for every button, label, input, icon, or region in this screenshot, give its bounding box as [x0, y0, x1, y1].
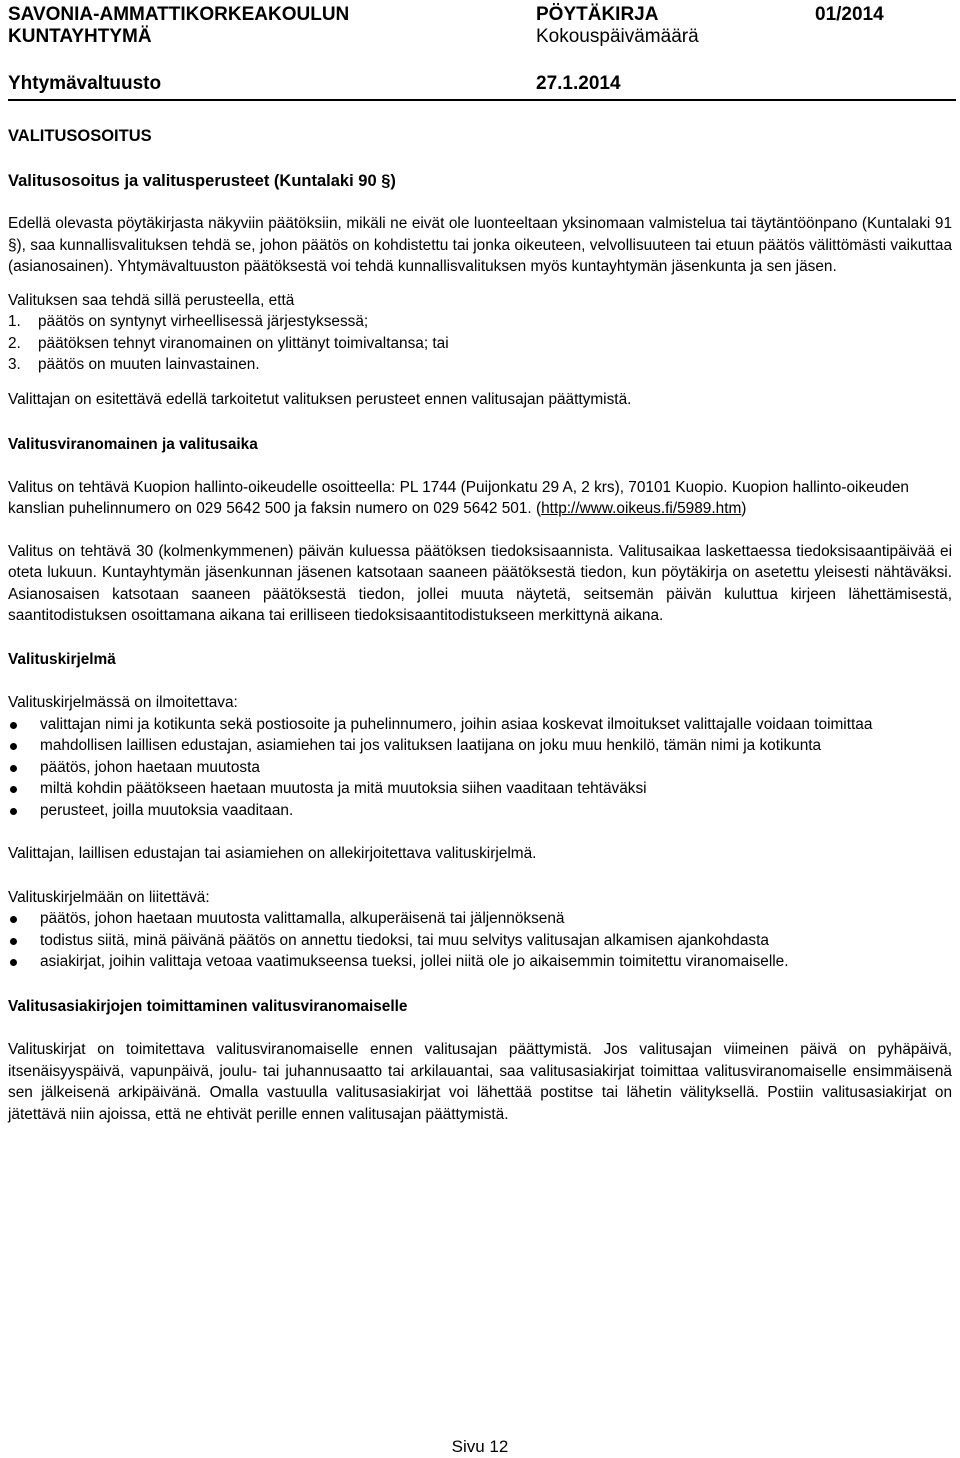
list-item: todistus siitä, minä päivänä päätös on annettu tiedoksi, tai muu selvitys valitusajan alkamisen ajankohdasta [8, 930, 952, 952]
section-heading-appeal-grounds: Valitusosoitus ja valitusperusteet (Kuntalaki 90 §) [8, 171, 396, 190]
list-text: päätös on muuten lainvastainen. [38, 356, 260, 373]
list-item: asiakirjat, joihin valittaja vetoaa vaatimukseensa tueksi, jollei niitä ole jo aikaisemmin toimitettu viranomaiselle. [8, 951, 952, 973]
list-item: mahdollisen laillisen edustajan, asiamiehen tai jos valituksen laatijana on joku muu henkilö, tämän nimi ja kotikunta [8, 735, 952, 757]
governing-body: Yhtymävaltuusto [8, 73, 162, 94]
list-item: miltä kohdin päätökseen haetaan muutosta ja mitä muutoksia siihen vaaditaan tehtäväksi [8, 778, 952, 800]
meeting-date: 27.1.2014 [536, 73, 621, 94]
grounds-list [8, 311, 952, 376]
list-number: 3. [8, 356, 21, 373]
meeting-date-label: Kokouspäivämäärä [536, 26, 699, 47]
attachments-intro: Valituskirjelmään on liitettävä: [8, 888, 210, 906]
deadline-paragraph: Valitus on tehtävä 30 (kolmenkymmenen) päivän kuluessa päätöksen tiedoksisaannista. Valitusaikaa laskettaessa tiedoksisaantipäivää ei oteta lukuun. Kuntayhtymän jäsenkunnan jäsenen katsotaan saaneen päätöksestä tiedon, kun pöytäkirja on asetettu yleisesti nähtäväksi. Asianosaisen katsotaan saaneen päätöksestä tiedon, jollei muuta näytetä, seitsemän päivän kuluttua kirjeen lähettämisestä, saantitodistuksen osoittamana aikana tai erilliseen tiedoksisaantitodistukseen merkittynä aikana. [8, 542, 952, 624]
section-heading-submission: Valitusasiakirjojen toimittaminen valitusviranomaiselle [8, 997, 408, 1015]
submission-paragraph: Valituskirjat on toimitettava valitusviranomaiselle ennen valitusajan päättymistä. Jos valitusajan viimeinen päivä on pyhäpäivä, itsenäisyyspäivä, vapunpäivä, joulu- tai juhannusaatto tai arkilauantai, saa valitusasiakirjat toimittaa valitusviranomaiselle ensimmäisenä sen jälkeisenä arkipäivänä. Omalla vastuulla valitusasiakirjat voi lähettää postitse tai lähetin välityksellä. Postiin valitusasiakirjat on jätettävä niin ajoissa, että ne ehtivät perille ennen valitusajan päättymistä. [8, 1041, 952, 1123]
court-website-link[interactable]: http://www.oikeus.fi/5989.htm [541, 500, 742, 517]
document-number: 01/2014 [815, 4, 884, 25]
organization-name-line2: KUNTAYHTYMÄ [8, 26, 152, 47]
list-item [8, 354, 952, 376]
section-heading-appeal-letter: Valituskirjelmä [8, 650, 116, 668]
header-divider [8, 99, 956, 101]
authority-address-paragraph [8, 477, 952, 520]
appeal-right-paragraph: Edellä olevasta pöytäkirjasta näkyviin päätöksiin, mikäli ne eivät ole luonteeltaan yksinomaan valmistelua tai täytäntöönpano (Kuntalaki 91 §), saa kunnallisvalituksen tehdä se, johon päätös on kohdistettu tai jonka oikeuteen, velvollisuuteen tai etuun päätös välittömästi vaikuttaa (asianosainen). Yhtymävaltuuston päätöksestä voi tehdä kunnallisvalituksen myös kuntayhtymän jäsenkunta ja sen jäsen. [8, 215, 952, 275]
list-item: perusteet, joilla muutoksia vaaditaan. [8, 800, 952, 822]
grounds-note: Valittajan on esitettävä edellä tarkoitetut valituksen perusteet ennen valitusajan päättymistä. [8, 390, 632, 408]
letter-requirements-intro: Valituskirjelmässä on ilmoitettava: [8, 694, 238, 711]
list-text: päätöksen tehnyt viranomainen on ylittänyt toimivaltansa; tai [38, 334, 449, 352]
document-body [8, 126, 952, 1125]
page-title: VALITUSOSOITUS [8, 127, 152, 145]
signature-note: Valittajan, laillisen edustajan tai asiamiehen on allekirjoitettava valituskirjelmä. [8, 845, 537, 862]
list-text: päätös on syntynyt virheellisessä järjestyksessä; [38, 313, 369, 330]
document-type: PÖYTÄKIRJA [536, 4, 659, 25]
letter-requirements-list [8, 714, 952, 822]
list-item: päätös, johon haetaan muutosta valittamalla, alkuperäisenä tai jäljennöksenä [8, 908, 952, 930]
list-item [8, 333, 952, 355]
section-heading-authority-deadline: Valitusviranomainen ja valitusaika [8, 436, 258, 453]
list-item: päätös, johon haetaan muutosta [8, 757, 952, 779]
list-number: 1. [8, 313, 21, 330]
link-close-paren: ) [741, 500, 747, 517]
list-item: valittajan nimi ja kotikunta sekä postiosoite ja puhelinnumero, joihin asiaa koskevat ilmoitukset valittajalle voidaan toimittaa [8, 714, 952, 736]
link-open-paren: ( [535, 500, 542, 517]
organization-name: SAVONIA-AMMATTIKORKEAKOULUN [8, 4, 350, 25]
attachments-list [8, 908, 952, 973]
list-item [8, 311, 952, 333]
page-number: Sivu 12 [451, 1437, 509, 1456]
authority-address-text: Valitus on tehtävä Kuopion hallinto-oikeudelle osoitteella: PL 1744 (Puijonkatu 29 A, 2 krs), 70101 Kuopio. Kuopion hallinto-oikeuden kanslian puhelinnumero on 029 5642 500 ja faksin numero on 029 5642 501. [8, 478, 909, 517]
grounds-intro: Valituksen saa tehdä sillä perusteella, että [8, 291, 295, 309]
list-number: 2. [8, 334, 21, 352]
